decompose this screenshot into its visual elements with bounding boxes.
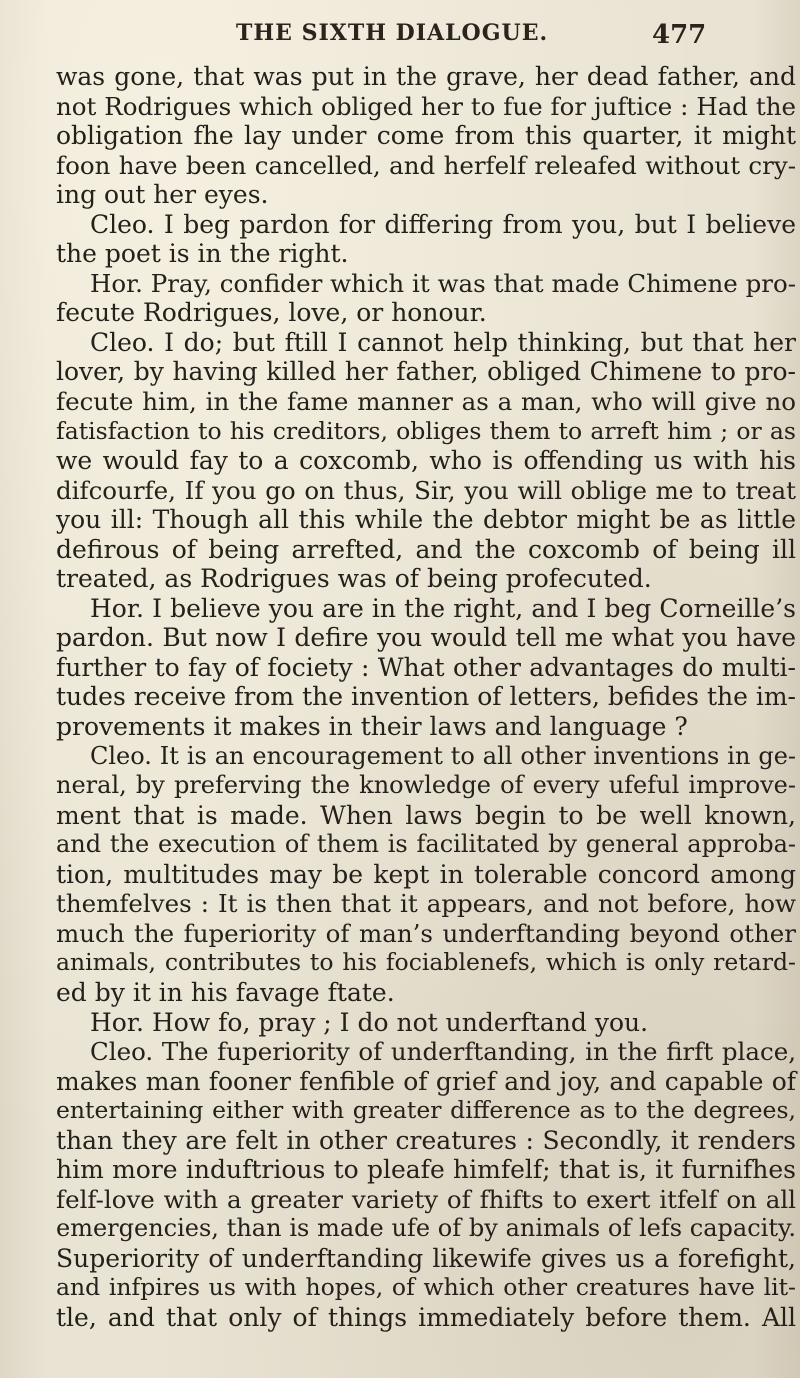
text-line: foon have been cancelled, and herfelf releafed without cry- xyxy=(56,150,796,180)
text-line: felf-love with a greater variety of fhifts to exert itfelf on all xyxy=(56,1184,796,1214)
text-line: themfelves : It is then that it appears, and not before, how xyxy=(56,889,796,919)
text-line: entertaining either with greater difference as to the degrees, xyxy=(56,1096,796,1125)
text-line: treated, as Rodrigues was of being profecuted. xyxy=(56,564,652,594)
text-line: pardon. But now I defire you would tell me what you have xyxy=(56,623,796,653)
text-line: ment that is made. When laws begin to be well known, xyxy=(56,800,796,830)
text-line: further to fay of fociety : What other advantages do multi- xyxy=(56,652,796,682)
text-line: and the execution of them is facilitated by general approba- xyxy=(56,830,796,859)
text-line: fatisfaction to his creditors, obliges them to arreft him ; or as xyxy=(56,416,796,445)
text-line: Hor. I believe you are in the right, and I beg Corneille’s xyxy=(90,593,796,623)
text-line: the poet is in the right. xyxy=(56,239,349,269)
text-line: makes man fooner fenfible of grief and joy, and capable of xyxy=(56,1066,796,1096)
text-line: fecute Rodrigues, love, or honour. xyxy=(56,298,487,328)
text-line: we would fay to a coxcomb, who is offending us with his xyxy=(56,446,796,476)
text-line: tle, and that only of things immediately before them. All xyxy=(56,1302,796,1332)
text-line: him more induftrious to pleafe himfelf; that is, it furnifhes xyxy=(56,1155,796,1185)
text-line: lover, by having killed her father, obliged Chimene to pro- xyxy=(56,357,796,387)
text-line: tion, multitudes may be kept in tolerable concord among xyxy=(56,859,796,889)
text-line: you ill: Though all this while the debtor might be as little xyxy=(56,505,796,535)
text-line: animals, contributes to his fociablenefs, which is only retard- xyxy=(56,948,796,977)
text-line: Hor. How fo, pray ; I do not underftand you. xyxy=(90,1007,649,1037)
text-line: obligation fhe lay under come from this quarter, it might xyxy=(56,121,796,151)
text-line: and infpires us with hopes, of which other creatures have lit- xyxy=(56,1273,796,1302)
text-line: Superiority of underftanding likewife gives us a forefight, xyxy=(56,1243,796,1273)
text-line: neral, by preferving the knowledge of every ufeful improve- xyxy=(56,771,796,800)
text-line: was gone, that was put in the grave, her dead father, and xyxy=(56,62,796,91)
text-line: ed by it in his favage ftate. xyxy=(56,977,395,1007)
text-line: Cleo. I do; but ftill I cannot help thinking, but that her xyxy=(90,327,796,357)
text-line: Hor. Pray, confider which it was that made Chimene pro- xyxy=(90,268,796,298)
text-line: difcourfe, If you go on thus, Sir, you will oblige me to treat xyxy=(56,475,796,505)
text-line: Cleo. The fuperiority of underftanding, in the firft place, xyxy=(90,1037,796,1067)
running-head: THE SIXTH DIALOGUE. xyxy=(236,20,549,46)
page-number: 477 xyxy=(652,20,707,50)
page-header xyxy=(0,18,800,58)
body-text xyxy=(56,62,796,1333)
text-line: much the fuperiority of man’s underftanding beyond other xyxy=(56,918,796,948)
text-line: ing out her eyes. xyxy=(56,180,269,210)
text-line: Cleo. I beg pardon for differing from you, but I believe xyxy=(90,209,796,239)
text-line: fecute him, in the fame manner as a man, who will give no xyxy=(56,387,796,417)
text-line: than they are felt in other creatures : Secondly, it renders xyxy=(56,1125,796,1155)
text-line: defirous of being arrefted, and the coxcomb of being ill xyxy=(56,534,796,564)
text-line: tudes receive from the invention of letters, befides the im- xyxy=(56,682,796,712)
text-line: emergencies, than is made ufe of by animals of lefs capacity. xyxy=(56,1214,796,1243)
text-line: provements it makes in their laws and language ? xyxy=(56,712,688,742)
text-line: not Rodrigues which obliged her to fue for juftice : Had the xyxy=(56,91,796,121)
text-line: Cleo. It is an encouragement to all other inventions in ge- xyxy=(90,741,796,770)
